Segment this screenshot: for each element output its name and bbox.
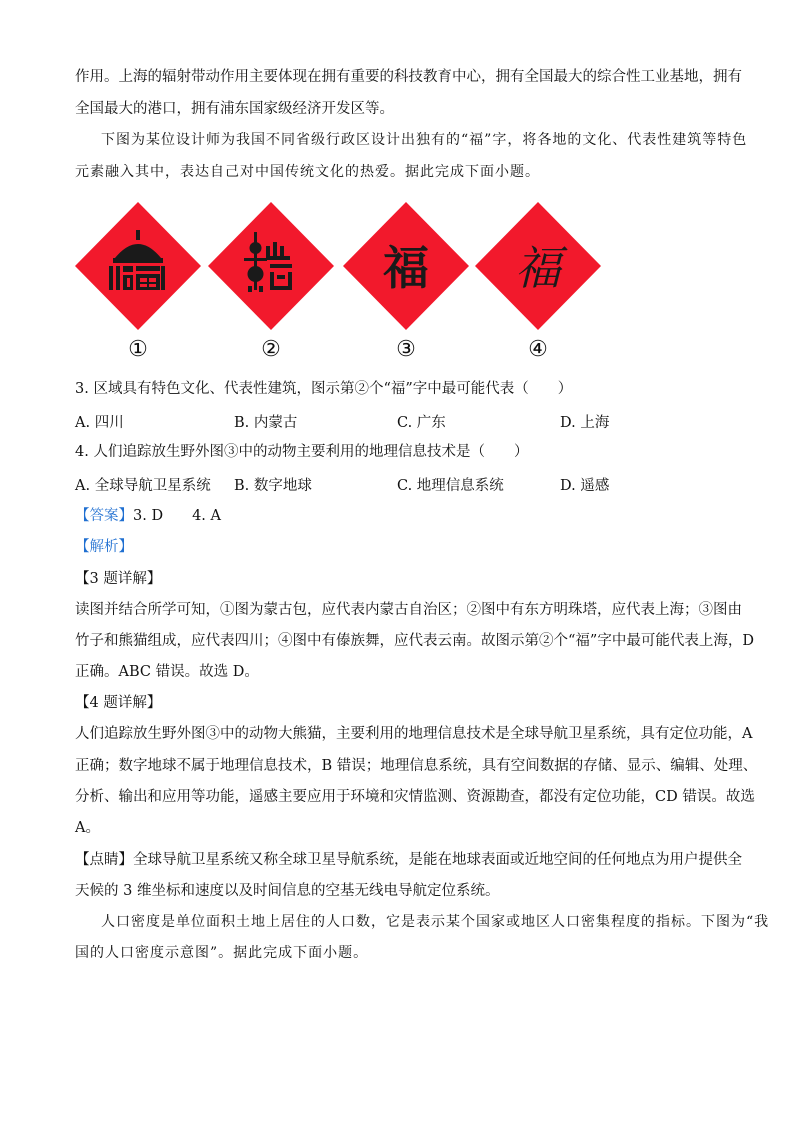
fu-diamond-tower — [206, 200, 336, 332]
note-tag: 【点睛】 — [75, 852, 133, 868]
answer-tag: 【答案】 — [75, 508, 133, 524]
passage1-line-1: 下图为某位设计师为我国不同省级行政区设计出独有的“福”字，将各地的文化、代表性建筑等特色 — [101, 132, 748, 148]
q4-option-a: A. 全球导航卫星系统 — [75, 478, 211, 494]
fu-diamond-dance — [473, 200, 603, 332]
detail3-line-2: 竹子和熊猫组成，应代表四川；④图中有傣族舞，应代表云南。故图示第②个“福”字中最可能代表上海，D — [75, 633, 754, 649]
q3-option-d: D. 上海 — [560, 415, 610, 431]
detail3-line-3: 正确。ABC 错误。故选 D。 — [75, 664, 259, 680]
detail4-line-3: 分析、输出和应用等功能，遥感主要应用于环境和灾情监测、资源勘查，都没有定位功能，CD 错误。故选 — [75, 789, 755, 805]
q4-option-b: B. 数字地球 — [234, 478, 312, 494]
q4-option-d: D. 遥感 — [560, 478, 610, 494]
note-text-1: 全球导航卫星系统又称全球卫星导航系统，是能在地球表面或近地空间的任何地点为用户提供全 — [133, 852, 742, 868]
figure-label-2: ② — [261, 337, 281, 362]
analysis-line — [75, 537, 725, 557]
answer-line — [75, 506, 725, 526]
note-line-1 — [75, 850, 742, 870]
fu-diamond-panda — [341, 200, 471, 332]
intro-line-2: 全国最大的港口，拥有浦东国家级经济开发区等。 — [75, 101, 394, 117]
intro-line-1: 作用。上海的辐射带动作用主要体现在拥有重要的科技教育中心，拥有全国最大的综合性工业基地，拥有 — [75, 69, 742, 85]
q3-option-a: A. 四川 — [75, 415, 124, 431]
detail4-tag: 【4 题详解】 — [75, 695, 162, 711]
note-line-2: 天候的 3 维坐标和速度以及时间信息的空基无线电导航定位系统。 — [75, 883, 500, 899]
q4-option-c: C. 地理信息系统 — [397, 478, 504, 494]
passage1-line-2: 元素融入其中，表达自己对中国传统文化的热爱。据此完成下面小题。 — [75, 164, 540, 180]
figure-label-3: ③ — [396, 337, 416, 362]
figure-label-1: ① — [128, 337, 148, 362]
q3-stem: 3. 区域具有特色文化、代表性建筑，图示第②个“福”字中最可能代表（ ） — [75, 381, 573, 397]
q3-option-b: B. 内蒙古 — [234, 415, 298, 431]
passage2-line-1: 人口密度是单位面积土地上居住的人口数，它是表示某个国家或地区人口密集程度的指标。下图为“我 — [101, 914, 770, 930]
q3-option-c: C. 广东 — [397, 415, 446, 431]
detail4-line-2: 正确；数字地球不属于地理信息技术，B 错误；地理信息系统，具有空间数据的存储、显示、编辑、处理、 — [75, 758, 758, 774]
detail3-tag: 【3 题详解】 — [75, 571, 162, 587]
analysis-tag: 【解析】 — [75, 539, 133, 555]
detail4-line-1: 人们追踪放生野外图③中的动物大熊猫，主要利用的地理信息技术是全球导航卫星系统，具有定位功能，A — [75, 726, 753, 742]
fu-glyph-3: 福 — [383, 241, 429, 295]
fu-diamond-yurt — [73, 200, 203, 332]
figure-label-4: ④ — [528, 337, 548, 362]
fu-glyph-4: 福 — [515, 241, 561, 295]
passage2-line-2: 国的人口密度示意图”。据此完成下面小题。 — [75, 945, 369, 961]
q4-stem: 4. 人们追踪放生野外图③中的动物主要利用的地理信息技术是（ ） — [75, 444, 529, 460]
detail3-line-1: 读图并结合所学可知，①图为蒙古包，应代表内蒙古自治区；②图中有东方明珠塔，应代表上海；③图由 — [75, 602, 742, 618]
answer-text: 3. D 4. A — [133, 508, 221, 524]
detail4-line-4: A。 — [75, 820, 100, 836]
